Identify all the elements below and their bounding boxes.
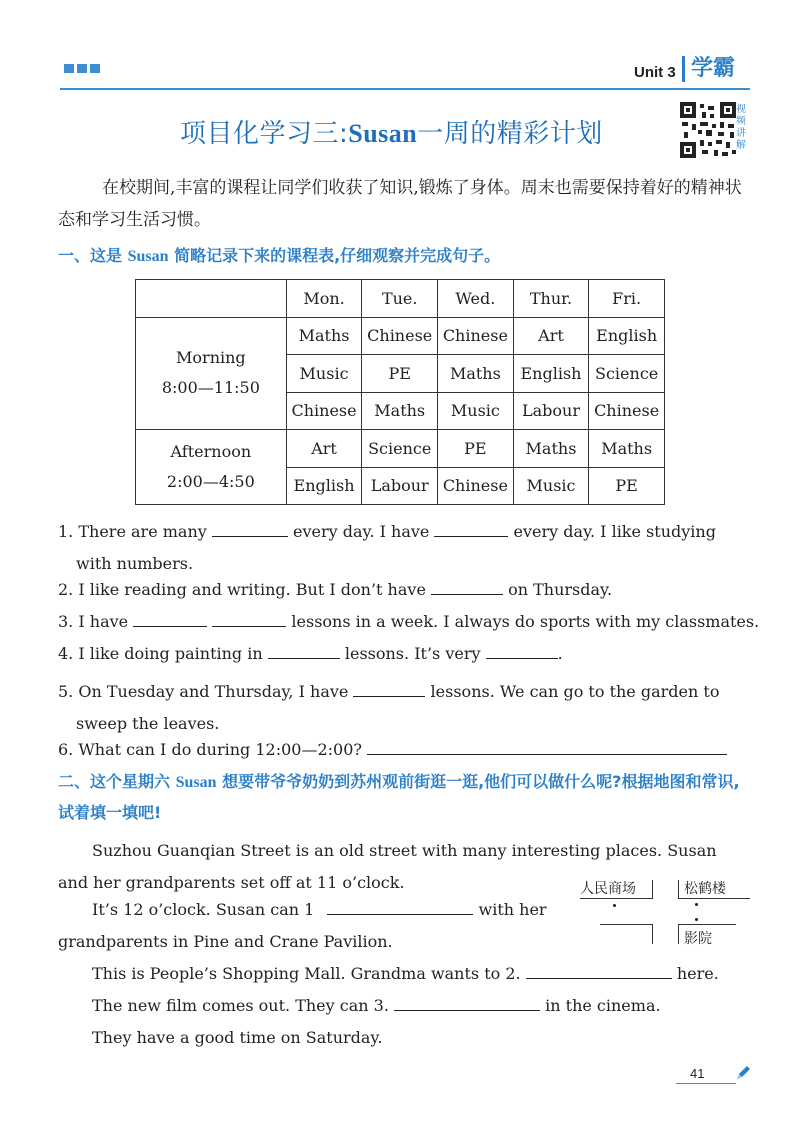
table-cell: Chinese [589, 392, 665, 430]
question-5 [58, 676, 750, 740]
question-text: lessons. We can go to the garden to [430, 682, 720, 701]
map-marker [695, 903, 698, 906]
morning-label: Morning [176, 348, 246, 368]
table-cell: Chinese [362, 317, 438, 355]
answer-blank[interactable] [431, 593, 503, 595]
answer-blank[interactable] [268, 657, 340, 659]
table-cell: Science [362, 430, 438, 468]
table-header-cell: Mon. [286, 280, 362, 318]
passage-paragraph-2-cont: grandparents in Pine and Crane Pavilion. [58, 932, 393, 951]
table-cell: Chinese [286, 392, 362, 430]
table-cell: Chinese [438, 317, 514, 355]
question-text: 2. I like reading and writing. But I don’t have [58, 580, 426, 599]
passage-text: The new film comes out. They can 3. [92, 996, 389, 1015]
afternoon-time: 2:00—4:50 [166, 472, 255, 491]
passage-text: here. [676, 964, 719, 983]
answer-blank[interactable] [434, 535, 508, 537]
map-street-line [600, 924, 652, 925]
table-cell: Maths [362, 392, 438, 430]
answer-blank[interactable] [367, 753, 727, 755]
table-cell: Science [589, 355, 665, 393]
question-3 [58, 612, 759, 631]
table-header-cell: Fri. [589, 280, 665, 318]
table-cell: PE [362, 355, 438, 393]
brand-logo: 学霸 [682, 56, 735, 82]
table-row [136, 317, 665, 355]
section2-heading-name: Susan [175, 774, 217, 791]
passage-text: This is People’s Shopping Mall. Grandma wants to 2. [92, 964, 521, 983]
map-street-line [678, 898, 750, 899]
table-cell: Maths [286, 317, 362, 355]
map-street-line [652, 880, 653, 899]
table-cell: English [286, 467, 362, 505]
page-title [180, 113, 603, 150]
table-row [136, 430, 665, 468]
table-cell: Labour [362, 467, 438, 505]
map-street-line [678, 924, 736, 925]
page-number: 41 [690, 1066, 705, 1081]
passage-paragraph-1: Suzhou Guanqian Street is an old street with many interesting places. Susan and her grandparents set off at 11 o’clock. [58, 841, 717, 892]
passage-paragraph-5: They have a good time on Saturday. [92, 1028, 383, 1047]
passage-text: It’s 12 o’clock. Susan can 1 [92, 900, 315, 919]
intro-paragraph: 在校期间,丰富的课程让同学们收获了知识,锻炼了身体。周末也需要保持着好的精神状态和学习生活习惯。 [58, 178, 742, 230]
table-cell: PE [438, 430, 514, 468]
question-text: . [557, 644, 563, 663]
table-cell: Art [513, 317, 589, 355]
question-text: every day. I like studying [513, 522, 716, 541]
table-cell: Maths [438, 355, 514, 393]
map-street-line [580, 898, 652, 899]
question-text: every day. I have [292, 522, 430, 541]
map-street-line [652, 924, 653, 944]
table-cell: Music [513, 467, 589, 505]
street-map [580, 876, 750, 952]
title-suffix: 一周的精彩计划 [417, 119, 603, 149]
schedule-table [135, 279, 665, 505]
section1-heading-prefix: 一、这是 [58, 246, 123, 265]
table-cell: Music [438, 392, 514, 430]
map-label-shopping-mall: 人民商场 [580, 881, 636, 897]
header-decoration [64, 64, 100, 73]
question-text: with numbers. [76, 554, 194, 573]
question-2 [58, 580, 612, 599]
passage-paragraph-4 [92, 996, 661, 1015]
section1-heading-suffix: 简略记录下来的课程表,仔细观察并完成句子。 [174, 246, 501, 265]
morning-period-cell [136, 317, 287, 430]
table-corner-cell [136, 280, 287, 318]
answer-blank[interactable] [212, 535, 288, 537]
section1-heading [58, 241, 500, 272]
answer-blank[interactable] [394, 1009, 540, 1011]
table-cell: Maths [513, 430, 589, 468]
table-cell: English [513, 355, 589, 393]
afternoon-period-cell [136, 430, 287, 505]
section2-heading-suffix: 想要带爷爷奶奶到苏州观前街逛一逛,他们可以做什么呢?根据地图和常识,试着填一填吧! [58, 772, 740, 822]
question-text: 1. There are many [58, 522, 207, 541]
map-marker [613, 904, 616, 907]
section2-heading-prefix: 二、这个星期六 [58, 772, 171, 791]
map-marker [695, 918, 698, 921]
question-text: 5. On Tuesday and Thursday, I have [58, 682, 349, 701]
table-header-row [136, 280, 665, 318]
answer-blank[interactable] [526, 977, 672, 979]
title-name: Susan [348, 119, 418, 148]
section1-heading-name: Susan [127, 248, 169, 265]
table-header-cell: Tue. [362, 280, 438, 318]
morning-time: 8:00—11:50 [161, 378, 260, 398]
question-text: lessons in a week. I always do sports with my classmates. [291, 612, 760, 631]
answer-blank[interactable] [353, 695, 425, 697]
question-4 [58, 644, 563, 663]
passage-text: in the cinema. [545, 996, 661, 1015]
afternoon-label: Afternoon [170, 442, 252, 461]
table-cell: Maths [589, 430, 665, 468]
map-label-pavilion: 松鹤楼 [684, 881, 726, 897]
question-1 [58, 516, 750, 580]
question-text: on Thursday. [508, 580, 613, 599]
title-prefix: 项目化学习三: [180, 119, 349, 149]
qr-code-icon[interactable] [680, 102, 736, 158]
question-6 [58, 740, 727, 759]
qr-caption: 视频讲解 [736, 104, 746, 151]
pencil-icon [734, 1064, 752, 1082]
passage-text: with her [478, 900, 547, 919]
table-cell: Art [286, 430, 362, 468]
map-label-cinema: 影院 [684, 931, 712, 947]
table-cell: Labour [513, 392, 589, 430]
map-street-line [678, 880, 679, 899]
answer-blank[interactable] [486, 657, 558, 659]
header-rule [60, 88, 750, 90]
table-cell: Music [286, 355, 362, 393]
table-cell: Chinese [438, 467, 514, 505]
table-header-cell: Thur. [513, 280, 589, 318]
section2-heading [58, 767, 750, 828]
question-text: 4. I like doing painting in [58, 644, 263, 663]
answer-blank[interactable] [133, 625, 207, 627]
map-street-line [678, 924, 679, 944]
table-header-cell: Wed. [438, 280, 514, 318]
answer-blank[interactable] [327, 913, 473, 915]
answer-blank[interactable] [212, 625, 286, 627]
footer-rule [676, 1083, 736, 1084]
passage-paragraph-3 [92, 964, 719, 983]
question-text: sweep the leaves. [76, 714, 220, 733]
question-text: 6. What can I do during 12:00—2:00? [58, 740, 362, 759]
question-text: lessons. It’s very [344, 644, 481, 663]
table-cell: PE [589, 467, 665, 505]
table-cell: English [589, 317, 665, 355]
question-text: 3. I have [58, 612, 129, 631]
passage-paragraph-2 [92, 900, 547, 919]
unit-label: Unit 3 [634, 64, 676, 81]
